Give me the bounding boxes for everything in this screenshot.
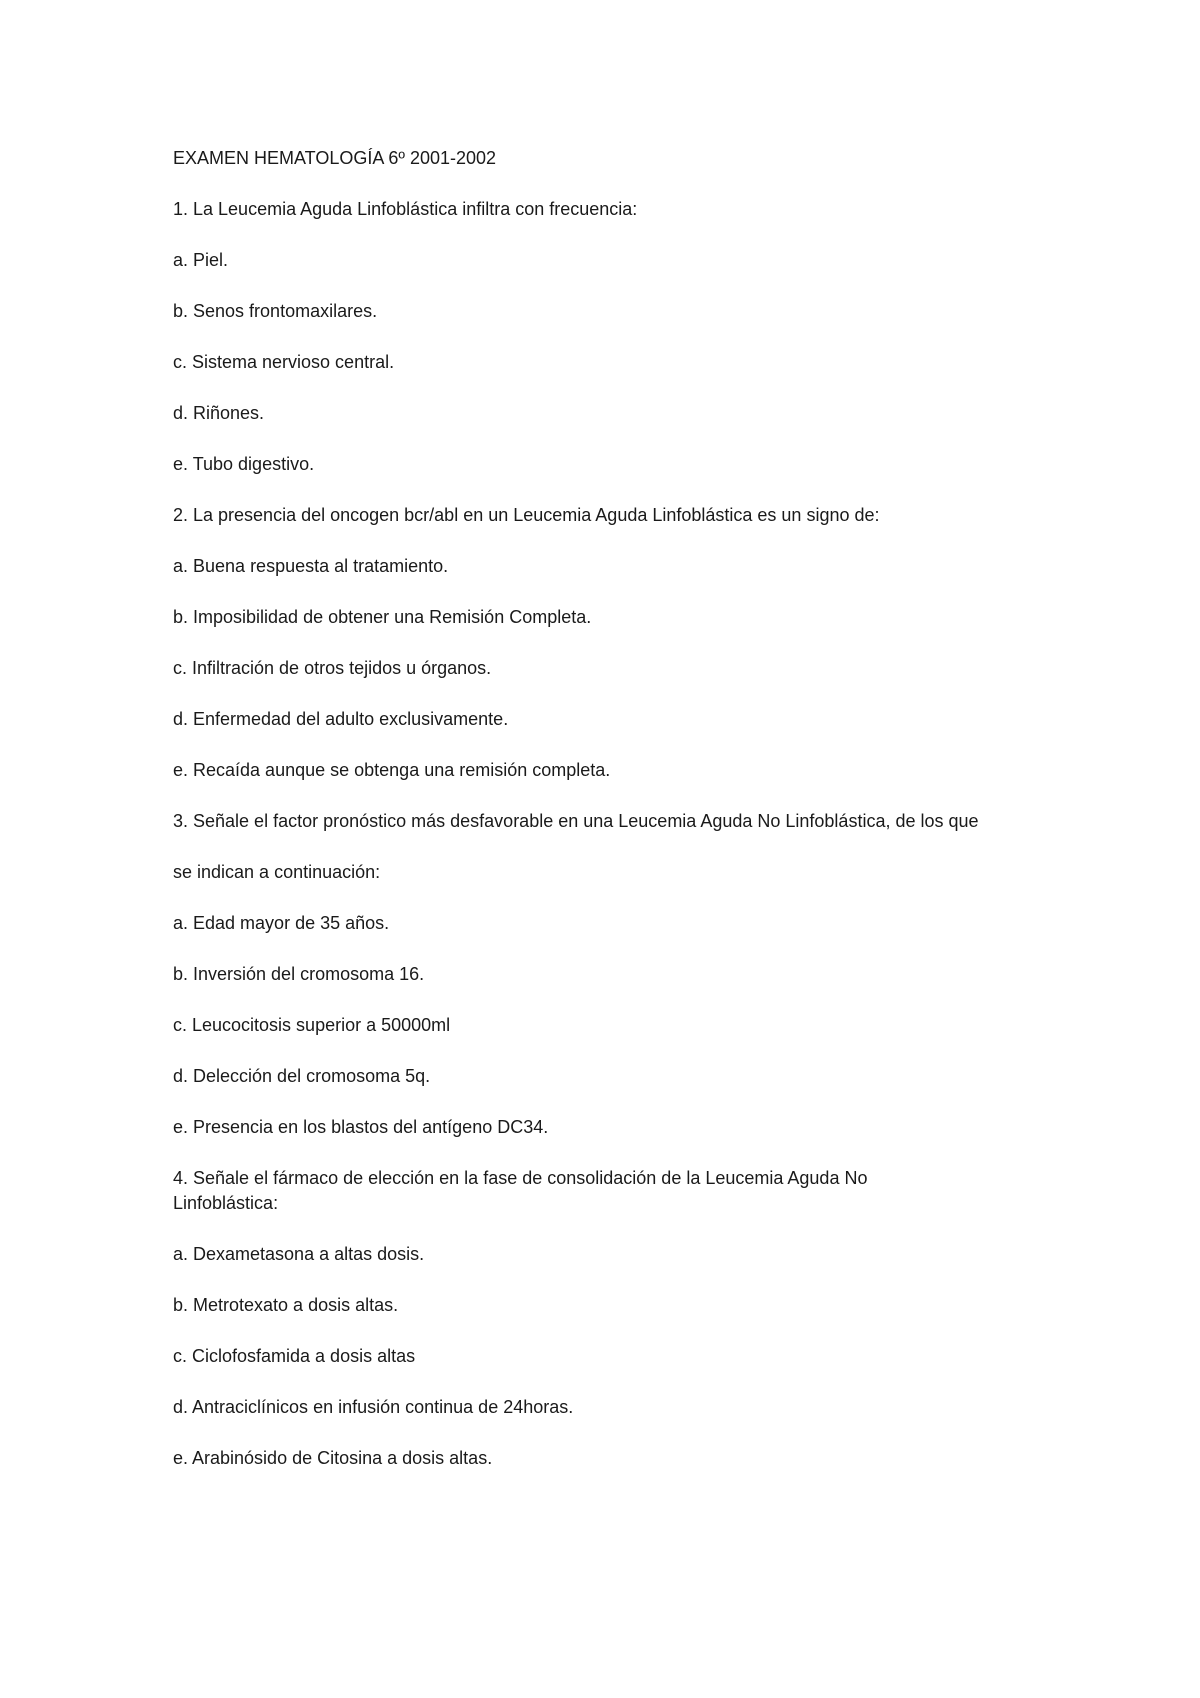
- question-3-option-a: a. Edad mayor de 35 años.: [173, 913, 390, 933]
- question-2-option-b: b. Imposibilidad de obtener una Remisión Completa.: [173, 607, 592, 627]
- question-4-option-d: d. Antraciclínicos en infusión continua de 24horas.: [173, 1397, 574, 1417]
- question-3-option-c: c. Leucocitosis superior a 50000ml: [173, 1015, 451, 1035]
- question-3-option-e: e. Presencia en los blastos del antígeno DC34.: [173, 1117, 549, 1137]
- question-4-option-e: e. Arabinósido de Citosina a dosis altas.: [173, 1448, 493, 1468]
- question-1-option-a: a. Piel.: [173, 250, 229, 270]
- document-body: [173, 146, 1073, 1497]
- question-2-option-e: e. Recaída aunque se obtenga una remisión completa.: [173, 760, 611, 780]
- question-2-text: 2. La presencia del oncogen bcr/abl en un Leucemia Aguda Linfoblástica es un signo de:: [173, 505, 880, 525]
- question-1-option-d: d. Riñones.: [173, 403, 265, 423]
- document-title: EXAMEN HEMATOLOGÍA 6º 2001-2002: [173, 148, 497, 168]
- question-4-option-c: c. Ciclofosfamida a dosis altas: [173, 1346, 416, 1366]
- question-4-text: 4. Señale el fármaco de elección en la fase de consolidación de la Leucemia Aguda No Linfoblástica:: [173, 1168, 868, 1213]
- question-2-option-c: c. Infiltración de otros tejidos u órganos.: [173, 658, 492, 678]
- question-3-text: 3. Señale el factor pronóstico más desfavorable en una Leucemia Aguda No Linfoblástica, de los que: [173, 811, 979, 831]
- question-1-option-e: e. Tubo digestivo.: [173, 454, 315, 474]
- question-4-option-b: b. Metrotexato a dosis altas.: [173, 1295, 399, 1315]
- question-3-option-b: b. Inversión del cromosoma 16.: [173, 964, 425, 984]
- question-1-text: 1. La Leucemia Aguda Linfoblástica infiltra con frecuencia:: [173, 199, 638, 219]
- question-2-option-d: d. Enfermedad del adulto exclusivamente.: [173, 709, 509, 729]
- question-4-option-a: a. Dexametasona a altas dosis.: [173, 1244, 425, 1264]
- question-1-option-c: c. Sistema nervioso central.: [173, 352, 395, 372]
- question-3-option-d: d. Delección del cromosoma 5q.: [173, 1066, 431, 1086]
- question-2-option-a: a. Buena respuesta al tratamiento.: [173, 556, 449, 576]
- question-3-text-continued: se indican a continuación:: [173, 862, 381, 882]
- question-1-option-b: b. Senos frontomaxilares.: [173, 301, 378, 321]
